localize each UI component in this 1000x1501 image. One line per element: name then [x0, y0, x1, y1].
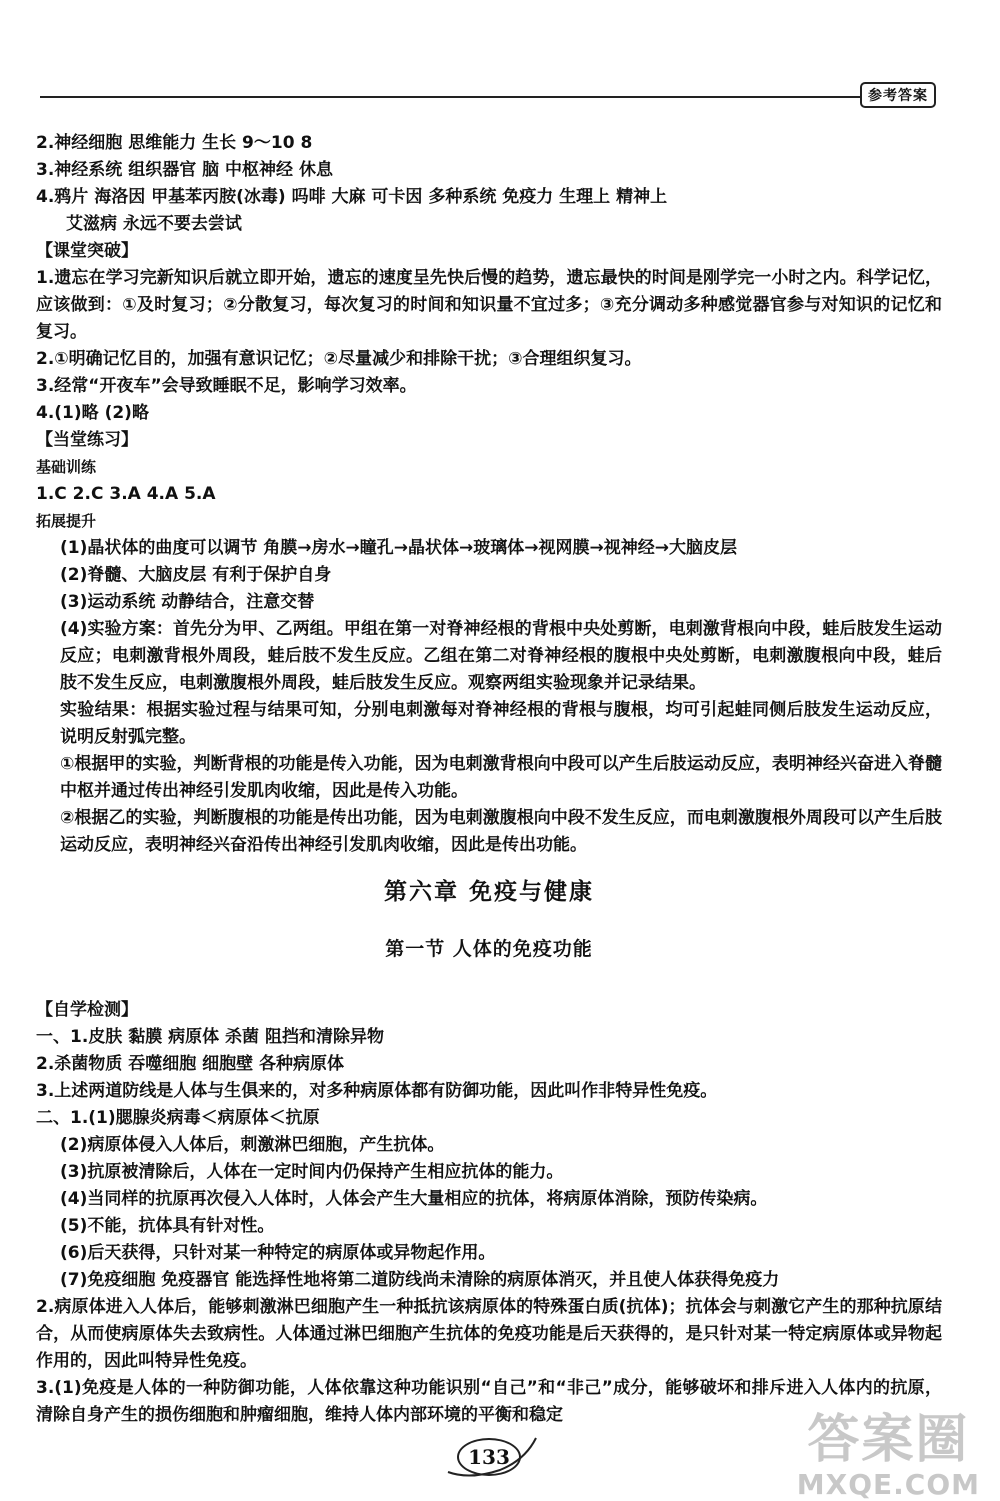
answer-line: 2.①明确记忆目的，加强有意识记忆；②尽量减少和排除干扰；③合理组织复习。 [36, 349, 642, 369]
answer-line: (6)后天获得，只针对某一种特定的病原体或异物起作用。 [60, 1243, 496, 1263]
answer-line: (2)脊髓、大脑皮层 有利于保护自身 [60, 565, 332, 585]
page-content [36, 130, 942, 1429]
section-title: 第一节 人体的免疫功能 [385, 938, 593, 960]
answer-paragraph: 1.遗忘在学习完新知识后就立即开始，遗忘的速度呈先快后慢的趋势，遗忘最快的时间是刚学完一小时之内。科学记忆，应该做到：①及时复习；②分散复习，每次复习的时间和知识量不宜过多；③充分调动多种感觉器官参与对知识的记忆和复习。 [36, 268, 942, 342]
answer-line: 2.杀菌物质 吞噬细胞 细胞壁 各种病原体 [36, 1054, 345, 1074]
page-number: 133 [457, 1438, 521, 1476]
header-rule [40, 96, 936, 98]
answer-line: 4.(1)略 (2)略 [36, 403, 149, 423]
watermark-logo: 答案圈 [807, 1410, 970, 1470]
answer-paragraph: 2.病原体进入人体后，能够刺激淋巴细胞产生一种抵抗该病原体的特殊蛋白质(抗体)；抗体会与刺激它产生的那种抗原结合，从而使病原体失去致病性。人体通过淋巴细胞产生抗体的免疫功能是后天获得的，是只针对某一特定病原体或异物起作用的，因此叫特异性免疫。 [36, 1297, 942, 1371]
answer-line: 一、1.皮肤 黏膜 病原体 杀菌 阻挡和清除异物 [36, 1027, 384, 1047]
answer-line: 3.神经系统 组织器官 脑 中枢神经 休息 [36, 160, 333, 180]
answer-line: (2)病原体侵入人体后，刺激淋巴细胞，产生抗体。 [60, 1135, 445, 1155]
answer-line: (3)抗原被清除后，人体在一定时间内仍保持产生相应抗体的能力。 [60, 1162, 564, 1182]
basic-answers: 1.C 2.C 3.A 4.A 5.A [36, 484, 216, 504]
answer-line: (5)不能，抗体具有针对性。 [60, 1216, 275, 1236]
watermark-url: MXQE.COM [796, 1468, 980, 1501]
answer-line: 2.神经细胞 思维能力 生长 9～10 8 [36, 133, 313, 153]
section-label-ketang: 【课堂突破】 [36, 241, 138, 261]
answer-paragraph: 3.(1)免疫是人体的一种防御功能，人体依靠这种功能识别“自己”和“非己”成分，能够破坏和排斥进入人体内的抗原，清除自身产生的损伤细胞和肿瘤细胞，维持人体内部环境的平衡和稳定 [36, 1378, 942, 1425]
answer-line: (3)运动系统 动静结合，注意交替 [60, 592, 315, 612]
answer-line: 艾滋病 永远不要去尝试 [66, 214, 242, 234]
answer-line: (7)免疫细胞 免疫器官 能选择性地将第二道防线尚未清除的病原体消灭，并且使人体获得免疫力 [60, 1270, 780, 1290]
answer-paragraph: ②根据乙的实验，判断腹根的功能是传出功能，因为电刺激腹根向中段不发生反应，而电刺激腹根外周段可以产生后肢运动反应，表明神经兴奋沿传出神经引发肌肉收缩，因此是传出功能。 [60, 808, 942, 855]
header-tag: 参考答案 [860, 82, 936, 108]
answer-paragraph: 实验结果：根据实验过程与结果可知，分别电刺激每对脊神经根的背根与腹根，均可引起蛙同侧后肢发生运动反应，说明反射弧完整。 [60, 700, 942, 747]
sub-label-basic: 基础训练 [36, 458, 97, 476]
answer-line: 4.鸦片 海洛因 甲基苯丙胺(冰毒) 吗啡 大麻 可卡因 多种系统 免疫力 生理上 精神上 [36, 187, 668, 207]
watermark [797, 1410, 980, 1500]
answer-paragraph: (4)实验方案：首先分为甲、乙两组。甲组在第一对脊神经根的背根中央处剪断，电刺激背根向中段，蛙后肢发生运动反应；电刺激背根外周段，蛙后肢不发生反应。乙组在第二对脊神经根的腹根中央处剪断，电刺激腹根向中段，蛙后肢不发生反应，电刺激腹根外周段，蛙后肢发生反应。观察两组实验现象并记录结果。 [60, 619, 942, 693]
answer-line: (4)当同样的抗原再次侵入人体时，人体会产生大量相应的抗体，将病原体消除，预防传染病。 [60, 1189, 768, 1209]
answer-line: (1)晶状体的曲度可以调节 角膜→房水→瞳孔→晶状体→玻璃体→视网膜→视神经→大脑皮层 [60, 538, 737, 558]
answer-line: 3.上述两道防线是人体与生俱来的，对多种病原体都有防御功能，因此叫作非特异性免疫。 [36, 1081, 718, 1101]
sub-label-extension: 拓展提升 [36, 512, 97, 530]
section-label-dangtang: 【当堂练习】 [36, 430, 138, 450]
section-label-zixue: 【自学检测】 [36, 1000, 138, 1020]
answer-line: 二、1.(1)腮腺炎病毒＜病原体＜抗原 [36, 1108, 320, 1128]
answer-paragraph: ①根据甲的实验，判断背根的功能是传入功能，因为电刺激背根向中段可以产生后肢运动反应，表明神经兴奋进入脊髓中枢并通过传出神经引发肌肉收缩，因此是传入功能。 [60, 754, 942, 801]
answer-line: 3.经常“开夜车”会导致睡眠不足，影响学习效率。 [36, 376, 417, 396]
chapter-title: 第六章 免疫与健康 [383, 879, 594, 905]
